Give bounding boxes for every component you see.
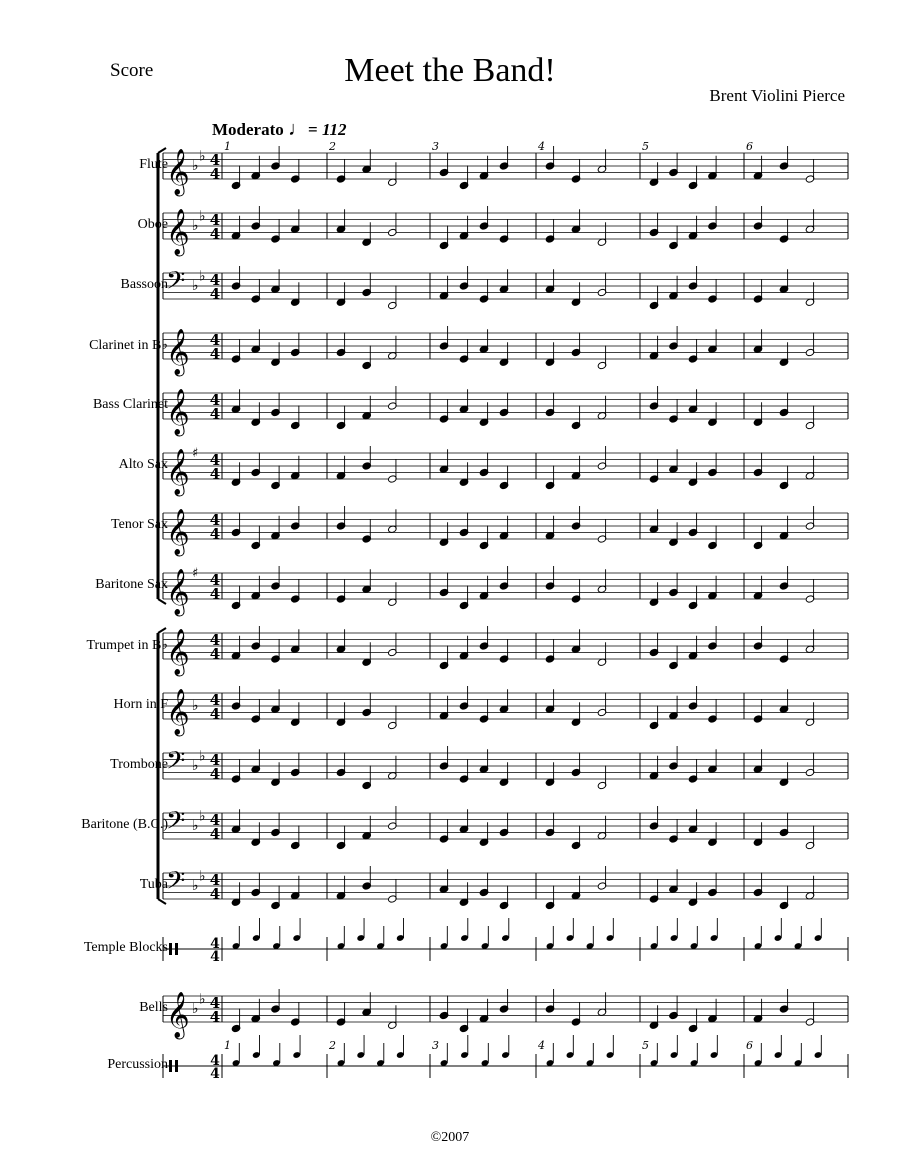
measure-number: 2 bbox=[329, 140, 336, 153]
tempo-bpm: 112 bbox=[321, 120, 347, 139]
time-signature-top: 4 bbox=[209, 751, 221, 769]
instrument-label-clarinet: Clarinet in B♭ bbox=[89, 338, 168, 353]
treble-clef-icon: 𝄞 bbox=[166, 389, 190, 435]
time-signature-top: 4 bbox=[209, 391, 221, 409]
tempo-text: Moderato bbox=[212, 120, 284, 139]
time-signature-top: 4 bbox=[209, 691, 221, 709]
sharp-icon: ♯ bbox=[192, 446, 199, 461]
flat-icon: ♭ bbox=[199, 268, 206, 285]
time-signature-bottom: 4 bbox=[209, 825, 221, 843]
time-signature-top: 4 bbox=[210, 1053, 220, 1069]
percussion-clef-icon bbox=[169, 1060, 172, 1072]
flat-icon: ♭ bbox=[199, 148, 206, 165]
bass-clef-icon: 𝄢 bbox=[166, 806, 186, 842]
treble-clef-icon: 𝄞 bbox=[166, 509, 190, 555]
measure-number: 6 bbox=[746, 1039, 753, 1052]
time-signature-bottom: 4 bbox=[210, 1066, 220, 1082]
system-bracket bbox=[158, 899, 166, 904]
time-signature-bottom: 4 bbox=[209, 765, 221, 783]
treble-clef-icon: 𝄞 bbox=[166, 329, 190, 375]
measure-number: 6 bbox=[746, 140, 753, 153]
bass-clef-icon: 𝄢 bbox=[166, 266, 186, 302]
measure-number: 5 bbox=[642, 1039, 649, 1052]
instrument-label-horn: Horn in F bbox=[113, 697, 168, 712]
system-bracket bbox=[158, 628, 166, 633]
flat-icon: ♭ bbox=[199, 208, 206, 225]
time-signature-bottom: 4 bbox=[209, 705, 221, 723]
time-signature-top: 4 bbox=[209, 511, 221, 529]
instrument-label-alto-sax: Alto Sax bbox=[118, 457, 168, 472]
time-signature-bottom: 4 bbox=[209, 645, 221, 663]
time-signature-top: 4 bbox=[209, 331, 221, 349]
time-signature-bottom: 4 bbox=[209, 345, 221, 363]
time-signature-bottom: 4 bbox=[209, 585, 221, 603]
measure-number: 2 bbox=[329, 1039, 336, 1052]
time-signature-top: 4 bbox=[209, 151, 221, 169]
treble-clef-icon: 𝄞 bbox=[166, 689, 190, 735]
instrument-label-percussion: Percussion bbox=[107, 1057, 168, 1072]
treble-clef-icon: 𝄞 bbox=[166, 569, 190, 615]
flat-icon: ♭ bbox=[192, 698, 199, 714]
flat-icon: ♭ bbox=[199, 868, 206, 885]
time-signature-bottom: 4 bbox=[209, 525, 221, 543]
flat-icon: ♭ bbox=[192, 878, 199, 894]
flat-icon: ♭ bbox=[192, 158, 199, 174]
treble-clef-icon: 𝄞 bbox=[166, 449, 190, 495]
flat-icon: ♭ bbox=[192, 1001, 199, 1017]
instrument-label-baritone-bc: Baritone (B.C.) bbox=[81, 817, 168, 832]
instrument-label-baritone-sax: Baritone Sax bbox=[95, 577, 168, 592]
sharp-icon: ♯ bbox=[192, 566, 199, 581]
time-signature-bottom: 4 bbox=[209, 1008, 221, 1026]
flat-icon: ♭ bbox=[199, 991, 206, 1008]
percussion-clef-icon bbox=[175, 1060, 178, 1072]
flat-icon: ♭ bbox=[192, 218, 199, 234]
time-signature-top: 4 bbox=[209, 571, 221, 589]
instrument-label-tuba: Tuba bbox=[139, 877, 168, 892]
instrument-label-flute: Flute bbox=[139, 157, 168, 172]
measure-number: 3 bbox=[432, 1039, 439, 1052]
instrument-label-bass-clarinet: Bass Clarinet bbox=[92, 397, 168, 412]
time-signature-bottom: 4 bbox=[209, 165, 221, 183]
measure-number: 1 bbox=[224, 140, 231, 153]
time-signature-top: 4 bbox=[209, 994, 221, 1012]
time-signature-bottom: 4 bbox=[209, 885, 221, 903]
measure-number: 5 bbox=[642, 140, 649, 153]
flat-icon: ♭ bbox=[192, 278, 199, 294]
instrument-label-bassoon: Bassoon bbox=[120, 277, 168, 292]
instrument-label-tenor-sax: Tenor Sax bbox=[111, 517, 168, 532]
instrument-label-trombone: Trombone bbox=[110, 757, 168, 772]
time-signature-bottom: 4 bbox=[209, 405, 221, 423]
instrument-label-temple-blocks: Temple Blocks bbox=[83, 940, 168, 955]
quarter-note-icon: ♩ bbox=[288, 118, 309, 140]
treble-clef-icon: 𝄞 bbox=[166, 209, 190, 255]
percussion-clef-icon bbox=[175, 943, 178, 955]
instrument-label-trumpet: Trumpet in B♭ bbox=[86, 638, 168, 653]
composer-name: Brent Violini Pierce bbox=[709, 86, 845, 105]
treble-clef-icon: 𝄞 bbox=[166, 992, 190, 1038]
time-signature-top: 4 bbox=[210, 936, 220, 952]
measure-number: 4 bbox=[538, 140, 545, 153]
flat-icon: ♭ bbox=[192, 818, 199, 834]
instrument-label-oboe: Oboe bbox=[137, 217, 168, 232]
measure-number: 1 bbox=[224, 1039, 231, 1052]
bass-clef-icon: 𝄢 bbox=[166, 866, 186, 902]
bass-clef-icon: 𝄢 bbox=[166, 746, 186, 782]
time-signature-top: 4 bbox=[209, 211, 221, 229]
measure-number: 3 bbox=[432, 140, 439, 153]
score-label: Score bbox=[110, 60, 154, 81]
time-signature-top: 4 bbox=[209, 811, 221, 829]
time-signature-top: 4 bbox=[209, 271, 221, 289]
system-bracket bbox=[158, 599, 166, 604]
time-signature-bottom: 4 bbox=[209, 465, 221, 483]
time-signature-top: 4 bbox=[209, 451, 221, 469]
tempo-equals: = bbox=[308, 120, 318, 139]
time-signature-bottom: 4 bbox=[209, 225, 221, 243]
instrument-label-bells: Bells bbox=[139, 1000, 168, 1015]
system-bracket bbox=[158, 148, 166, 153]
time-signature-bottom: 4 bbox=[209, 285, 221, 303]
measure-number: 4 bbox=[538, 1039, 545, 1052]
copyright: ©2007 bbox=[430, 1130, 470, 1145]
time-signature-top: 4 bbox=[209, 631, 221, 649]
flat-icon: ♭ bbox=[199, 808, 206, 825]
time-signature-bottom: 4 bbox=[210, 949, 220, 965]
page-title: Meet the Band! bbox=[344, 52, 556, 89]
flat-icon: ♭ bbox=[192, 758, 199, 774]
treble-clef-icon: 𝄞 bbox=[166, 629, 190, 675]
percussion-clef-icon bbox=[169, 943, 172, 955]
treble-clef-icon: 𝄞 bbox=[166, 149, 190, 195]
time-signature-top: 4 bbox=[209, 871, 221, 889]
flat-icon: ♭ bbox=[199, 748, 206, 765]
